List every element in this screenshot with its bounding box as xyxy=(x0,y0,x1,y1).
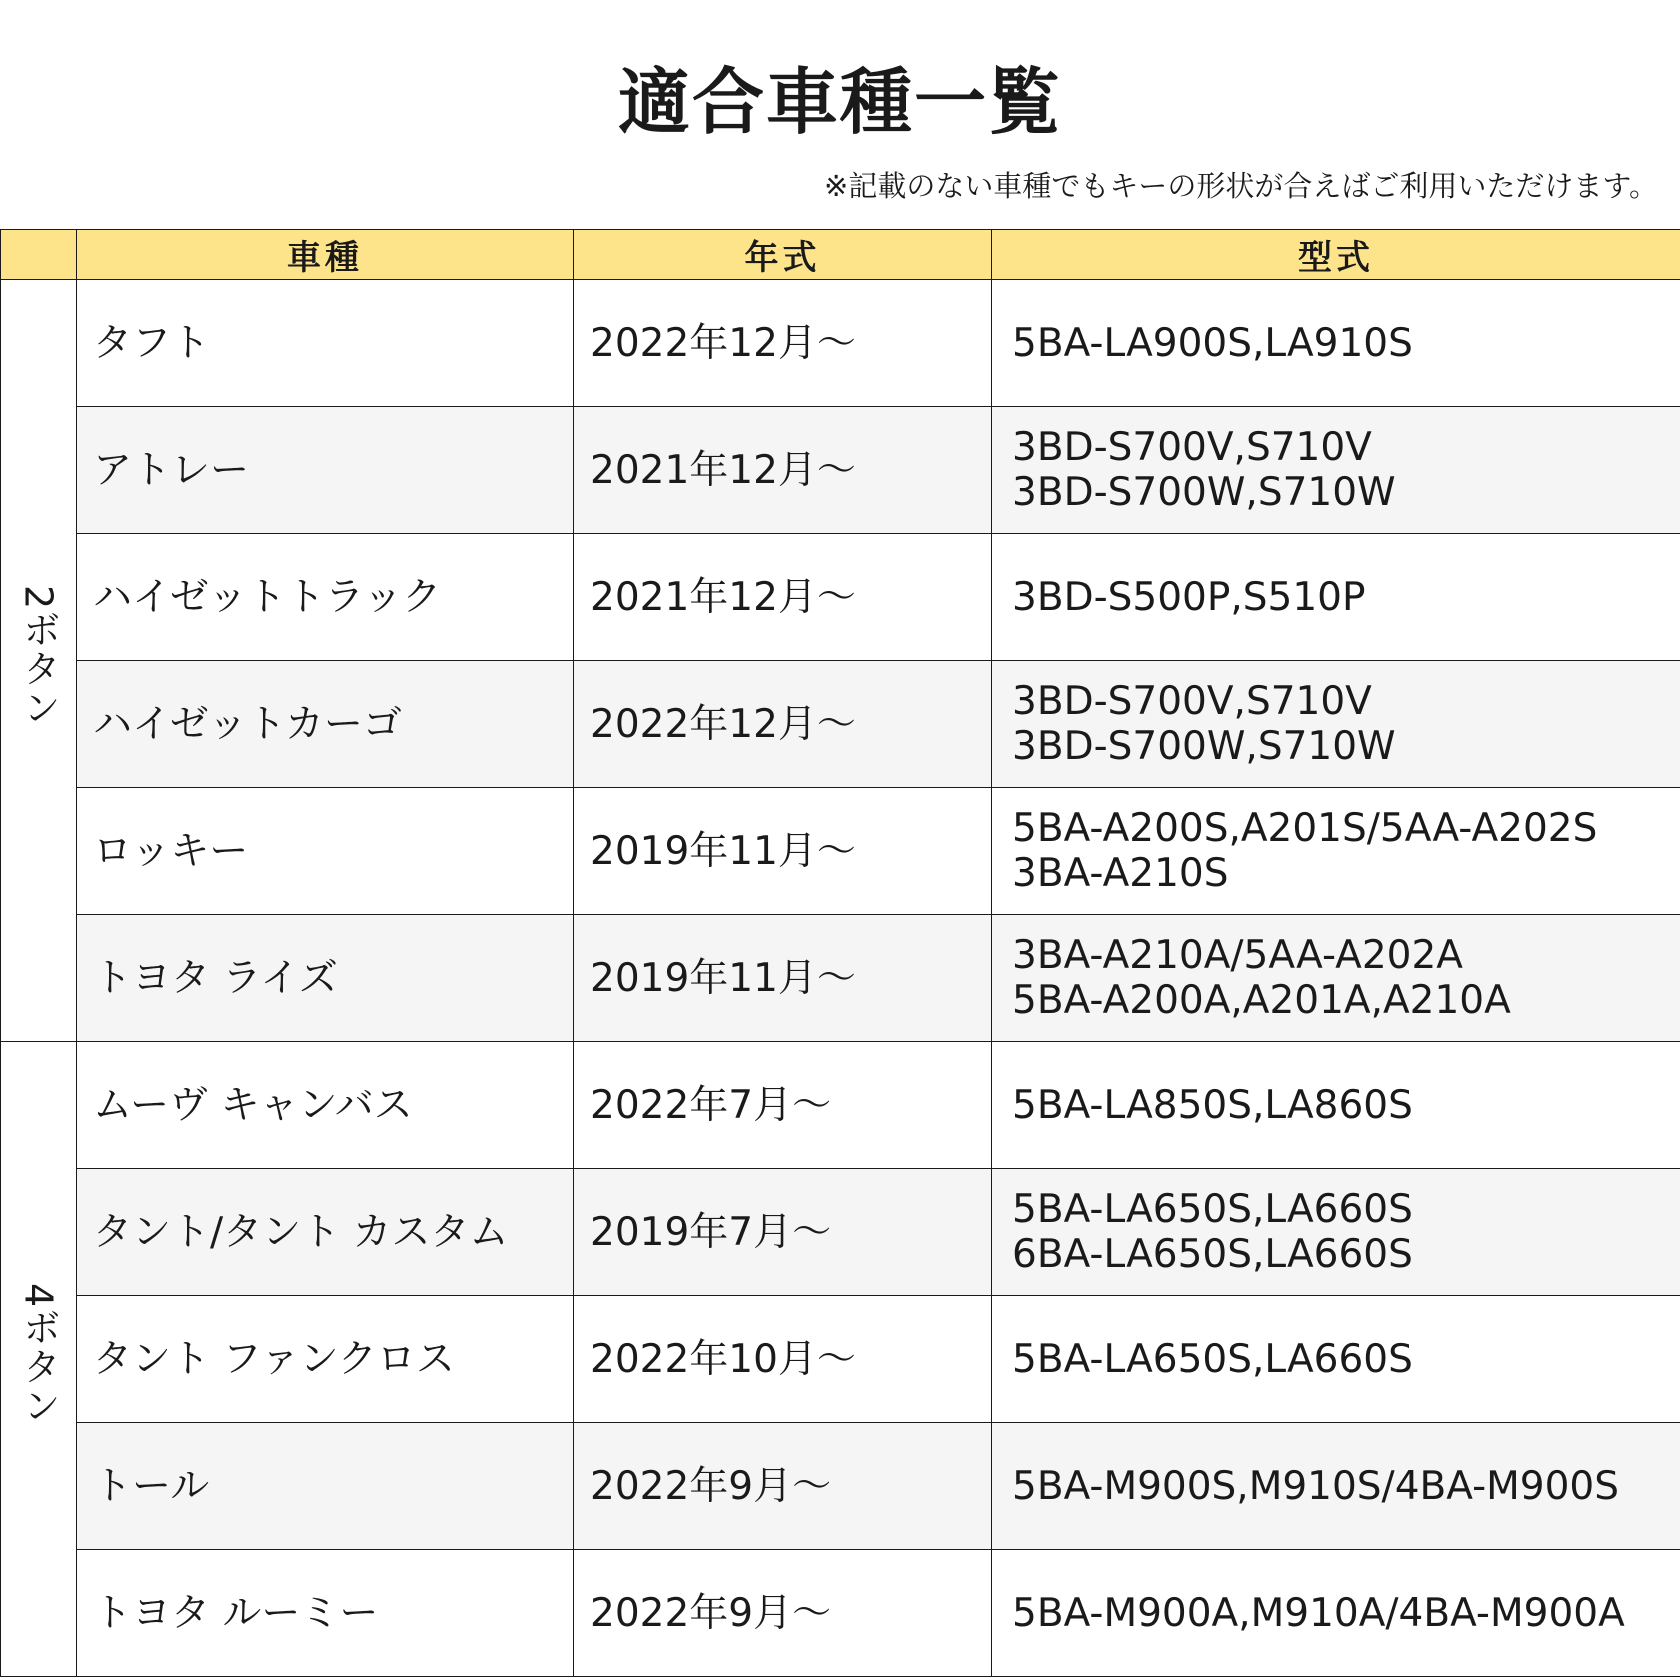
type-cell xyxy=(992,915,1680,1042)
year-cell: 2022年10月〜 xyxy=(574,1296,992,1423)
model-cell: トヨタ ルーミー xyxy=(77,1550,574,1677)
table-row xyxy=(1,534,1680,661)
type-line: 5BA-A200A,A201A,A210A xyxy=(1012,978,1511,1023)
compatibility-note: ※記載のない車種でもキーの形状が合えばご利用いただけます。 xyxy=(824,169,1658,203)
table-row xyxy=(1,1423,1680,1550)
type-cell xyxy=(992,1296,1680,1423)
year-cell: 2021年12月〜 xyxy=(574,534,992,661)
type-cell xyxy=(992,788,1680,915)
type-line: 5BA-LA650S,LA660S xyxy=(1012,1187,1413,1232)
table-row xyxy=(1,661,1680,788)
compatibility-table xyxy=(0,229,1680,1677)
header-type: 型式 xyxy=(992,230,1680,280)
type-line: 3BD-S700W,S710W xyxy=(1012,470,1396,515)
model-cell: タント/タント カスタム xyxy=(77,1169,574,1296)
model-cell: タント ファンクロス xyxy=(77,1296,574,1423)
type-line: 3BA-A210S xyxy=(1012,851,1229,896)
model-cell: ロッキー xyxy=(77,788,574,915)
year-cell: 2022年9月〜 xyxy=(574,1423,992,1550)
type-line: 5BA-M900S,M910S/4BA-M900S xyxy=(1012,1463,1619,1509)
group-label-cell xyxy=(1,280,77,1042)
type-cell xyxy=(992,1042,1680,1169)
group-label-cell xyxy=(1,1042,77,1677)
type-line: 3BD-S700V,S710V xyxy=(1012,425,1372,470)
header-corner xyxy=(1,230,77,280)
table-row xyxy=(1,280,1680,407)
model-cell: トール xyxy=(77,1423,574,1550)
type-line: 5BA-LA900S,LA910S xyxy=(1012,320,1413,366)
model-cell: ハイゼットトラック xyxy=(77,534,574,661)
model-cell: トヨタ ライズ xyxy=(77,915,574,1042)
model-cell: ハイゼットカーゴ xyxy=(77,661,574,788)
table-row xyxy=(1,407,1680,534)
year-cell: 2019年11月〜 xyxy=(574,915,992,1042)
year-cell: 2019年11月〜 xyxy=(574,788,992,915)
type-cell xyxy=(992,1550,1680,1677)
year-cell: 2022年12月〜 xyxy=(574,661,992,788)
type-cell xyxy=(992,534,1680,661)
table-row xyxy=(1,788,1680,915)
type-cell xyxy=(992,1423,1680,1550)
year-cell: 2022年7月〜 xyxy=(574,1042,992,1169)
year-cell: 2022年12月〜 xyxy=(574,280,992,407)
model-cell: タフト xyxy=(77,280,574,407)
table-header-row xyxy=(1,230,1680,280)
type-line: 3BD-S700V,S710V xyxy=(1012,679,1372,724)
type-line: 5BA-LA650S,LA660S xyxy=(1012,1336,1413,1382)
table-row xyxy=(1,1042,1680,1169)
model-cell: ムーヴ キャンバス xyxy=(77,1042,574,1169)
table-row xyxy=(1,1169,1680,1296)
type-line: 3BD-S700W,S710W xyxy=(1012,724,1396,769)
type-cell xyxy=(992,280,1680,407)
group-label: 4ボタン xyxy=(16,1283,61,1426)
type-line: 3BA-A210A/5AA-A202A xyxy=(1012,933,1463,978)
header-model: 車種 xyxy=(77,230,574,280)
table-row xyxy=(1,1550,1680,1677)
type-line: 5BA-M900A,M910A/4BA-M900A xyxy=(1012,1590,1625,1636)
type-line: 6BA-LA650S,LA660S xyxy=(1012,1232,1413,1277)
model-cell: アトレー xyxy=(77,407,574,534)
type-cell xyxy=(992,661,1680,788)
year-cell: 2022年9月〜 xyxy=(574,1550,992,1677)
type-line: 3BD-S500P,S510P xyxy=(1012,574,1366,620)
type-cell xyxy=(992,407,1680,534)
type-line: 5BA-A200S,A201S/5AA-A202S xyxy=(1012,806,1598,851)
header-year: 年式 xyxy=(574,230,992,280)
table-row xyxy=(1,915,1680,1042)
year-cell: 2019年7月〜 xyxy=(574,1169,992,1296)
group-label: 2ボタン xyxy=(16,584,61,728)
type-cell xyxy=(992,1169,1680,1296)
table-row xyxy=(1,1296,1680,1423)
year-cell: 2021年12月〜 xyxy=(574,407,992,534)
page-title: 適合車種一覧 xyxy=(617,60,1062,144)
type-line: 5BA-LA850S,LA860S xyxy=(1012,1082,1413,1128)
